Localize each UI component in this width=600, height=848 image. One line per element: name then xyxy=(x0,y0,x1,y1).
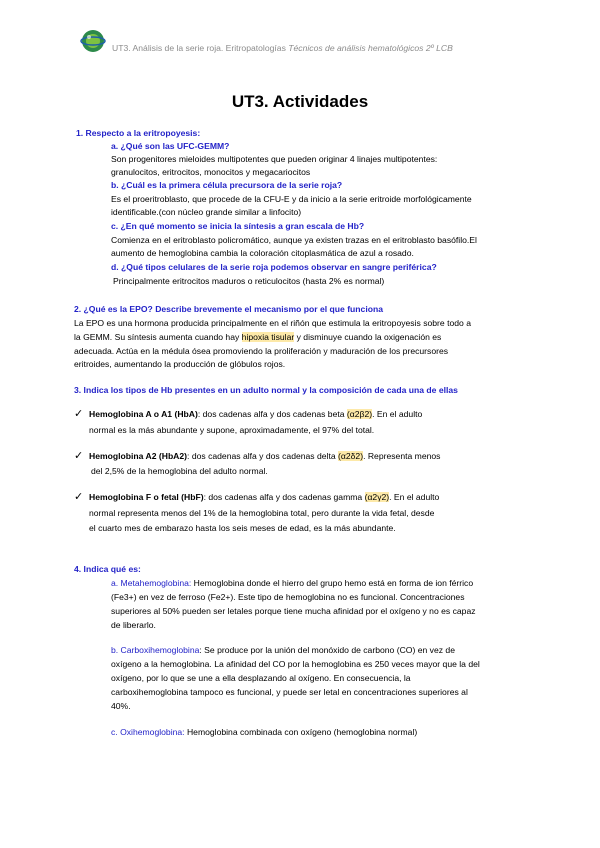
q2-heading: 2. ¿Qué es la EPO? Describe brevemente el mecanismo por el que funciona xyxy=(74,304,384,314)
page-header xyxy=(80,28,580,58)
checkmark-icon: ✓ xyxy=(74,491,84,503)
highlight-hipoxia: hipoxia tisular xyxy=(241,332,295,342)
q1d-label: d. ¿Qué tipos celulares de la serie roja podemos observar en sangre periférica? xyxy=(111,262,437,272)
q4b-line-1: b. Carboxihemoglobina: Se produce por la unión del monóxido de carbono (CO) en vez de xyxy=(111,645,455,655)
hba2-line-1: Hemoglobina A2 (HbA2): dos cadenas alfa y dos cadenas delta (α2δ2). Representa menos xyxy=(89,451,441,461)
q4b-line-2: oxígeno a la hemoglobina. La afinidad del CO por la hemoglobina es 250 veces mayor que la del xyxy=(111,659,480,669)
q4c-line-1: c. Oxihemoglobina: Hemoglobina combinada con oxígeno (hemoglobina normal) xyxy=(111,727,418,737)
checkmark-icon: ✓ xyxy=(74,408,84,420)
school-logo-icon xyxy=(80,28,106,54)
q1b-answer-2: identificable.(con núcleo grande similar a linfocito) xyxy=(111,207,302,217)
q4a-line-3: superiores al 50% pueden ser letales porque tiene mucha afinidad por el oxígeno y no es capaz xyxy=(111,606,476,616)
q4b-line-4: carboxihemoglobina tampoco es funcional, y puede ser letal en concentraciones superiores al xyxy=(111,687,468,697)
q4a-line-2: (Fe3+) en vez de ferroso (Fe2+). Este tipo de hemoglobina no es funcional. Concentraciones xyxy=(111,592,465,602)
q1c-answer-1: Comienza en el eritroblasto policromático, aunque ya existen trazas en el eritroblasto basófilo.El xyxy=(111,235,477,245)
q2-answer-4: eritroides, aumentando la producción de glóbulos rojos. xyxy=(74,359,286,369)
hba1-line-2: normal es la más abundante y supone, aproximadamente, el 97% del total. xyxy=(89,425,375,435)
q2-answer-3: adecuada. Actúa en la médula ósea promoviendo la proliferación y maduración de los precursores xyxy=(74,346,449,356)
hba1-line-1: Hemoglobina A o A1 (HbA): dos cadenas alfa y dos cadenas beta (α2β2). En el adulto xyxy=(89,409,423,419)
hbf-line-2: normal representa menos del 1% de la hemoglobina total, pero durante la vida fetal, desde xyxy=(89,508,435,518)
q1d-answer-1: Principalmente eritrocitos maduros o reticulocitos (hasta 2% es normal) xyxy=(113,276,385,286)
q1b-answer-1: Es el proeritroblasto, que procede de la CFU-E y da inicio a la serie eritroide morfológicamente xyxy=(111,194,472,204)
q1-heading: 1. Respecto a la eritropoyesis: xyxy=(76,128,201,138)
header-text: UT3. Análisis de la serie roja. Eritropatologías Técnicos de análisis hematológicos 2º LCB xyxy=(112,43,453,53)
page-title: UT3. Actividades xyxy=(231,92,369,111)
q2-answer-2: la GEMM. Su síntesis aumenta cuando hay hipoxia tisular y disminuye cuando la oxigenación es xyxy=(74,332,442,342)
hbf-line-1: Hemoglobina F o fetal (HbF): dos cadenas alfa y dos cadenas gamma (α2γ2). En el adulto xyxy=(89,492,440,502)
q1c-answer-2: aumento de hemoglobina cambia la coloración citoplasmática de azul a rosado. xyxy=(111,248,414,258)
q1c-label: c. ¿En qué momento se inicia la síntesis a gran escala de Hb? xyxy=(111,221,365,231)
q3-heading: 3. Indica los tipos de Hb presentes en un adulto normal y la composición de cada una de ellas xyxy=(74,385,458,395)
q4b-line-5: 40%. xyxy=(111,701,131,711)
hbf-line-3: el cuarto mes de embarazo hasta los seis meses de edad, es la más abundante. xyxy=(89,523,396,533)
q2-answer-1: La EPO es una hormona producida principalmente en el riñón que estimula la eritropoyesis sobre todo a xyxy=(74,318,471,328)
q4-heading: 4. Indica qué es: xyxy=(74,564,141,574)
checkmark-icon: ✓ xyxy=(74,450,84,462)
q1a-answer-1: Son progenitores mieloides multipotentes que pueden originar 4 linajes multipotentes: xyxy=(111,154,438,164)
hba2-line-2: del 2,5% de la hemoglobina del adulto normal. xyxy=(91,466,268,476)
q1a-label: a. ¿Qué son las UFC-GEMM? xyxy=(111,141,230,151)
q1a-answer-2: granulocitos, eritrocitos, monocitos y megacariocitos xyxy=(111,167,311,177)
q4a-line-4: de liberarlo. xyxy=(111,620,156,630)
q4b-line-3: oxígeno, por lo que se une a ella desplazando al oxígeno. En consecuencia, la xyxy=(111,673,411,683)
q4a-line-1: a. Metahemoglobina: Hemoglobina donde el hierro del grupo hemo está en forma de ion férrico xyxy=(111,578,474,588)
q1b-label: b. ¿Cuál es la primera célula precursora de la serie roja? xyxy=(111,180,343,190)
